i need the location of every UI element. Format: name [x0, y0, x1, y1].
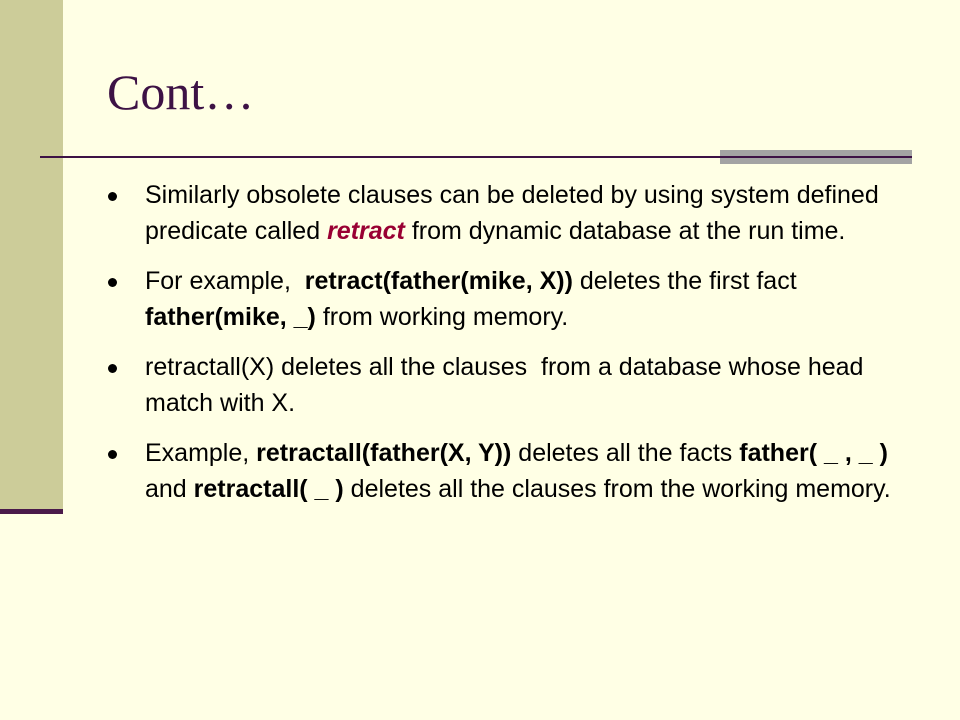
bullet-item: [104, 349, 904, 421]
bullet-text-segment: retractall(X) deletes all the clauses from a database whose head match with X.: [145, 353, 871, 417]
bullet-text-segment: deletes all the facts: [511, 439, 740, 467]
code-father-fact: father(mike, _): [145, 303, 316, 331]
bullet-dot-icon: [108, 364, 117, 373]
title-rule-accent-lower: [720, 158, 912, 164]
code-retractall-father: retractall(father(X, Y)): [256, 439, 512, 467]
slide-title: Cont…: [107, 64, 255, 120]
bullet-text-segment: deletes the first fact: [572, 267, 797, 295]
bullet-item: [104, 263, 904, 335]
left-accent-bar-cap: [0, 509, 63, 514]
bullet-text-segment: deletes all the clauses from the working memory.: [343, 475, 891, 503]
bullet-item: [104, 177, 904, 249]
bullet-text-segment: For example,: [145, 267, 305, 295]
bullet-dot-icon: [108, 450, 117, 459]
bullet-item: [104, 435, 904, 507]
left-accent-bar: [0, 0, 63, 512]
bullet-dot-icon: [108, 278, 117, 287]
bullet-dot-icon: [108, 192, 117, 201]
bullet-text-segment: Similarly obsolete clauses can be deleted by using system defined predicate called: [145, 181, 879, 245]
bullet-text-segment: and: [145, 475, 194, 503]
bullet-text-segment: from dynamic database at the run time.: [404, 217, 846, 245]
code-retract-father: retract(father(mike, X)): [304, 267, 573, 295]
bullet-text-segment: from working memory.: [315, 303, 569, 331]
code-retractall-any: retractall( _ ): [193, 475, 344, 503]
keyword-retract: retract: [327, 217, 405, 245]
code-father-pattern: father( _ , _ ): [739, 439, 888, 467]
bullet-text-segment: Example,: [145, 439, 257, 467]
bullet-list: [104, 177, 904, 521]
